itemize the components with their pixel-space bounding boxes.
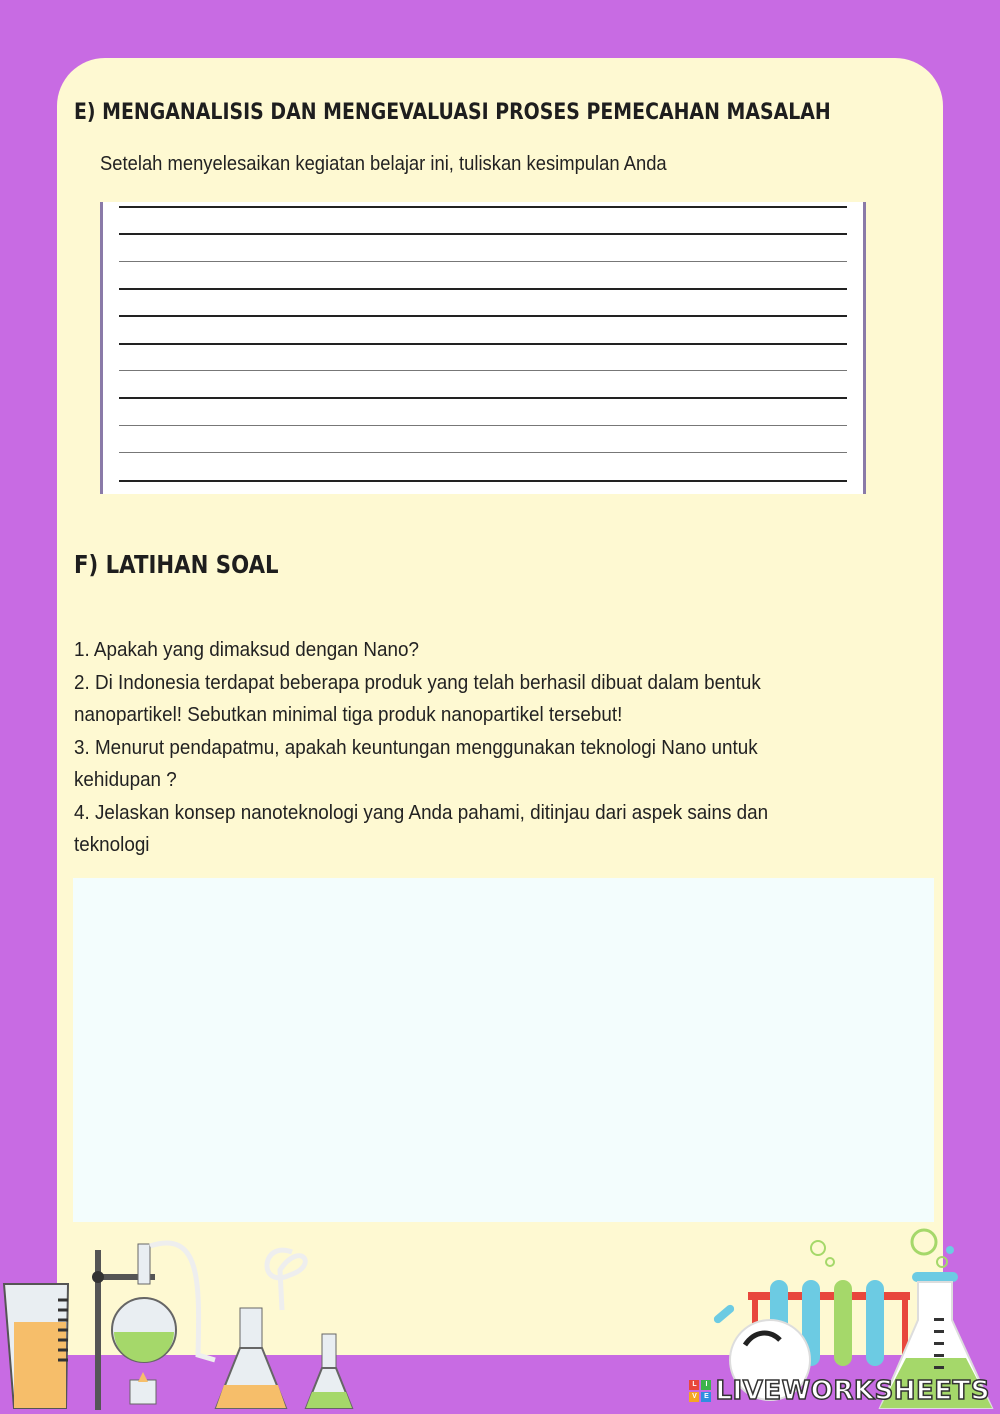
question-line: 4. Jelaskan konsep nanoteknologi yang Anda pahami, ditinjau dari aspek sains dan bbox=[74, 800, 769, 824]
question-line: 1. Apakah yang dimaksud dengan Nano? bbox=[74, 638, 419, 661]
liveworksheets-logo bbox=[689, 1376, 990, 1406]
cube-letter: I bbox=[701, 1380, 711, 1390]
question-line: nanopartikel! Sebutkan minimal tiga produk nanopartikel tersebut! bbox=[74, 703, 623, 726]
liveworksheets-cube-icon bbox=[689, 1380, 711, 1402]
section-e-title: E) MENGANALISIS DAN MENGEVALUASI PROSES PEMECAHAN MASALAH bbox=[74, 100, 831, 125]
beaker-icon bbox=[4, 1284, 68, 1408]
cube-letter: V bbox=[689, 1392, 699, 1402]
liveworksheets-wordmark: LIVEWORKSHEETS bbox=[715, 1376, 990, 1406]
section-f-title: F) LATIHAN SOAL bbox=[74, 550, 279, 579]
retort-stand-icon bbox=[92, 1243, 215, 1410]
cube-letter: L bbox=[689, 1380, 699, 1390]
erlenmeyer-flask-icon bbox=[216, 1250, 305, 1408]
section-e-instruction: Setelah menyelesaikan kegiatan belajar ini, tuliskan kesimpulan Anda bbox=[100, 153, 667, 175]
question-line: 2. Di Indonesia terdapat beberapa produk yang telah berhasil dibuat dalam bentuk bbox=[74, 670, 761, 694]
question-line: teknologi bbox=[74, 833, 150, 856]
question-line: 3. Menurut pendapatmu, apakah keuntungan menggunakan teknologi Nano untuk bbox=[74, 735, 758, 759]
cube-letter: E bbox=[701, 1392, 711, 1402]
question-line: kehidupan ? bbox=[74, 768, 177, 791]
small-flask-icon bbox=[306, 1334, 352, 1408]
